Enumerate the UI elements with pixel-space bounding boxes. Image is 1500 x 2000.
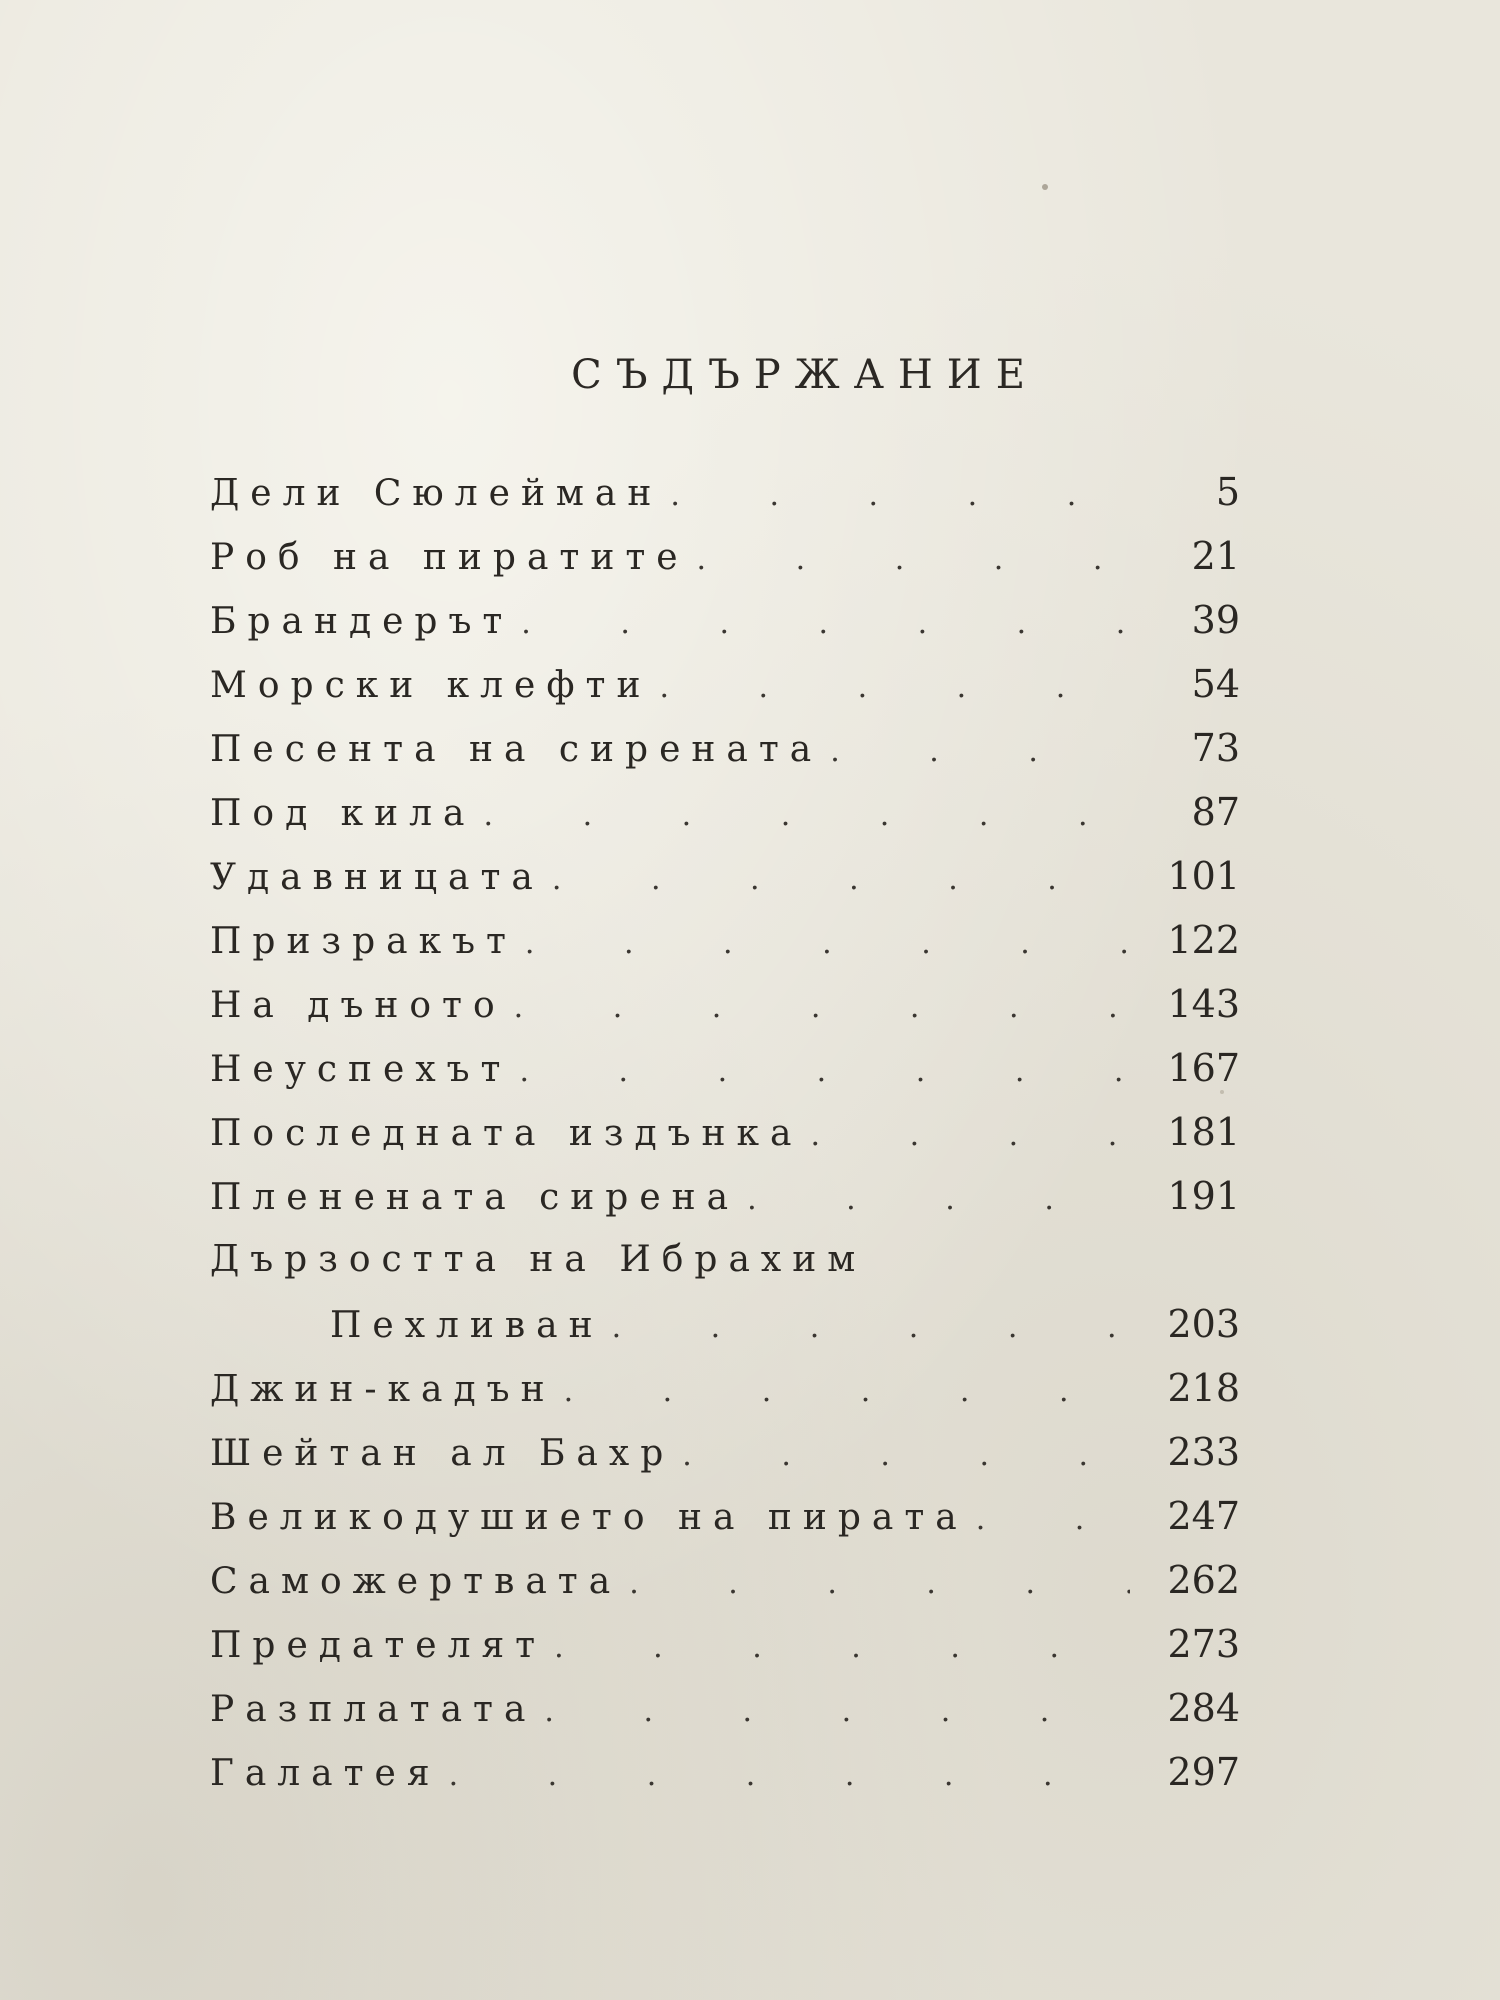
toc-entry-page: 5 xyxy=(1215,470,1240,514)
toc-entry-title: Дели Сюлейман xyxy=(210,473,663,514)
toc-entry-continuation xyxy=(210,1292,1240,1356)
toc-entry-title: Последната издънка xyxy=(210,1113,803,1154)
toc-entry-page: 167 xyxy=(1167,1046,1240,1090)
dot-leader xyxy=(621,1552,1130,1616)
toc-entry xyxy=(210,1612,1240,1676)
toc-entry xyxy=(210,1676,1240,1740)
toc-entry xyxy=(210,652,1240,716)
dot-leader xyxy=(968,1488,1130,1552)
toc-entry-title: Предателят xyxy=(210,1625,547,1666)
toc-entry xyxy=(210,716,1240,780)
dot-leader xyxy=(689,528,1130,592)
toc-entry xyxy=(210,588,1240,652)
dot-leader xyxy=(513,592,1130,656)
toc-entry xyxy=(210,1740,1240,1804)
toc-entry-title: Великодушието на пирата xyxy=(210,1497,968,1538)
toc-entry-title: На дъното xyxy=(210,985,506,1026)
toc-entry-title: Песента на сирената xyxy=(210,729,823,770)
dot-leader xyxy=(822,720,1130,784)
toc-entry xyxy=(210,1036,1240,1100)
dot-leader xyxy=(739,1168,1130,1232)
dot-leader xyxy=(604,1296,1130,1360)
paper-spot xyxy=(1042,184,1048,190)
dot-leader xyxy=(517,912,1130,976)
toc-entry-page: 203 xyxy=(1167,1302,1240,1346)
toc-entry xyxy=(210,1548,1240,1612)
toc-entry-page: 247 xyxy=(1167,1494,1240,1538)
toc-entry xyxy=(210,1356,1240,1420)
dot-leader xyxy=(662,464,1130,528)
dot-leader xyxy=(544,848,1130,912)
toc-entry-page: 297 xyxy=(1167,1750,1240,1794)
toc-entry-title: Разплатата xyxy=(210,1689,537,1730)
toc-entry-title: Шейтан ал Бахр xyxy=(210,1433,675,1474)
dot-leader xyxy=(803,1104,1130,1168)
contents-heading: СЪДЪРЖАНИЕ xyxy=(571,352,1039,398)
toc-entry-title: Удавницата xyxy=(210,857,544,898)
toc-entry xyxy=(210,780,1240,844)
toc-entry-page: 39 xyxy=(1191,598,1240,642)
toc-entry xyxy=(210,460,1240,524)
dot-leader xyxy=(506,976,1130,1040)
toc-entry xyxy=(210,844,1240,908)
toc-entry-page: 262 xyxy=(1167,1558,1240,1602)
dot-leader xyxy=(476,784,1130,848)
toc-entry-page: 143 xyxy=(1167,982,1240,1026)
dot-leader xyxy=(441,1744,1130,1808)
toc-entry-title: Дързостта на Ибрахим xyxy=(210,1239,867,1280)
toc-entry-title: Галатея xyxy=(210,1753,441,1794)
toc-entry xyxy=(210,1228,1240,1292)
dot-leader xyxy=(511,1040,1130,1104)
table-of-contents xyxy=(210,460,1240,1804)
toc-entry xyxy=(210,1100,1240,1164)
toc-entry-title: Пленената сирена xyxy=(210,1177,740,1218)
dot-leader xyxy=(651,656,1130,720)
toc-entry-page: 181 xyxy=(1167,1110,1240,1154)
toc-entry-title: Под кила xyxy=(210,793,476,834)
toc-entry-page: 233 xyxy=(1167,1430,1240,1474)
toc-entry-page: 54 xyxy=(1191,662,1240,706)
toc-entry-title: Неуспехът xyxy=(210,1049,512,1090)
toc-entry xyxy=(210,972,1240,1036)
toc-entry-title: Брандерът xyxy=(210,601,514,642)
toc-entry-title: Пехливан xyxy=(330,1305,604,1346)
toc-entry-page: 122 xyxy=(1167,918,1240,962)
toc-entry-page: 218 xyxy=(1167,1366,1240,1410)
toc-entry-page: 284 xyxy=(1167,1686,1240,1730)
toc-entry xyxy=(210,524,1240,588)
toc-entry-page: 21 xyxy=(1191,534,1240,578)
toc-entry-title: Джин-кадън xyxy=(210,1369,556,1410)
toc-entry-title: Морски клефти xyxy=(210,665,652,706)
toc-entry-page: 273 xyxy=(1167,1622,1240,1666)
toc-entry-page: 87 xyxy=(1191,790,1240,834)
dot-leader xyxy=(556,1360,1130,1424)
toc-entry-title: Саможертвата xyxy=(210,1561,622,1602)
toc-entry-page: 191 xyxy=(1167,1174,1240,1218)
toc-entry-title: Призракът xyxy=(210,921,517,962)
toc-entry xyxy=(210,1164,1240,1228)
toc-entry-page: 101 xyxy=(1167,854,1240,898)
toc-entry-page: 73 xyxy=(1191,726,1240,770)
dot-leader xyxy=(546,1616,1130,1680)
toc-entry xyxy=(210,908,1240,972)
toc-entry xyxy=(210,1484,1240,1548)
toc-entry-title: Роб на пиратите xyxy=(210,537,689,578)
dot-leader xyxy=(674,1424,1130,1488)
toc-entry xyxy=(210,1420,1240,1484)
dot-leader xyxy=(536,1680,1130,1744)
